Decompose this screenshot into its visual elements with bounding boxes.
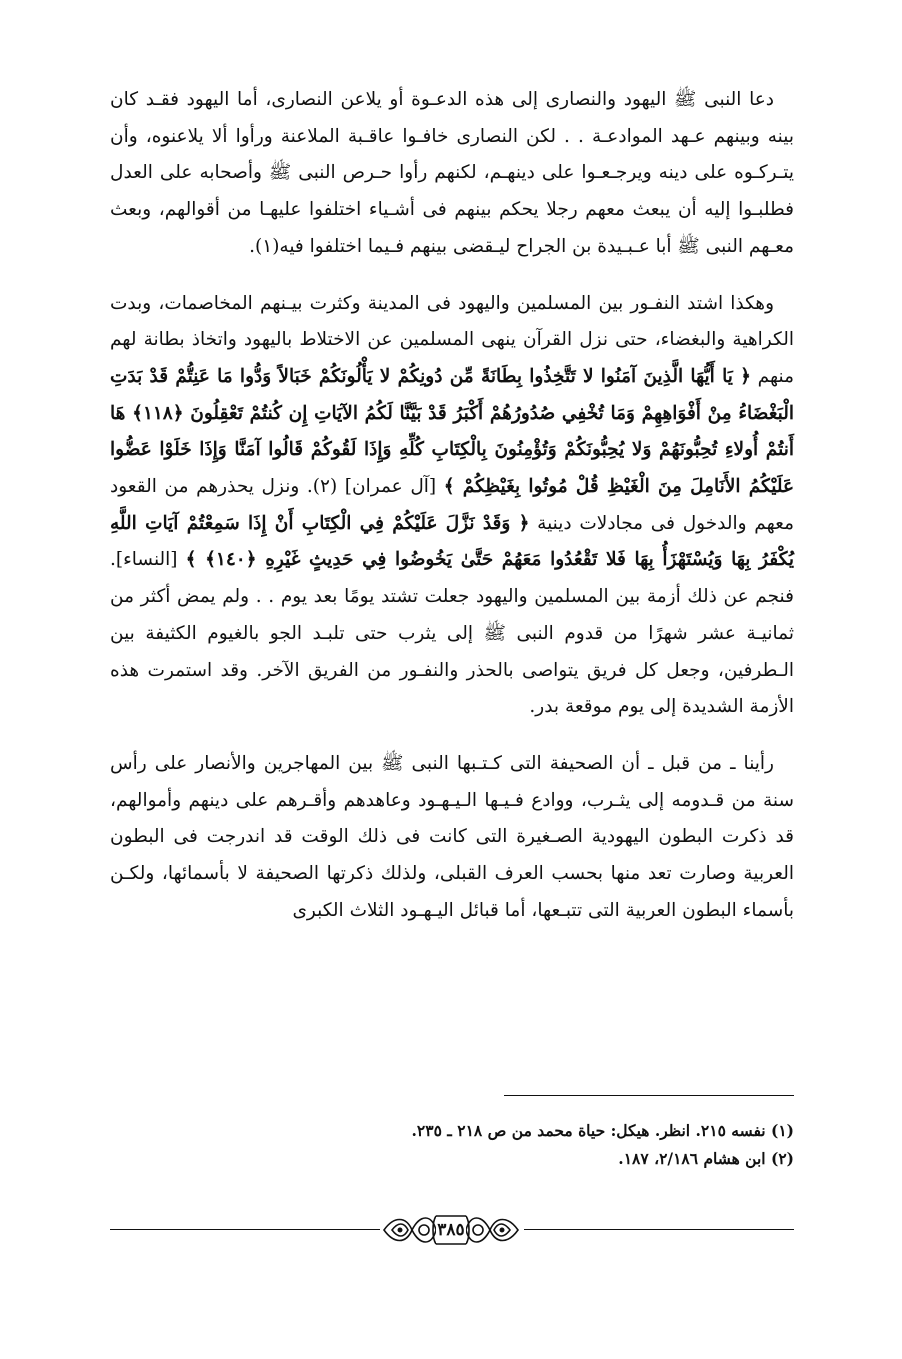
paragraph-text: [النساء]. فنجم عن ذلك أزمة بين المسلمين واليهود جعلت تشتد يومًا بعد يوم . . ولم يمض أكثر من ثمانيـة عشر شهرًا من قدوم النبى ﷺ إلى يثرب حتى تلبـد الجو بالغيوم الكثيفة بين الـطرفين، وجعل كل فريق يتواصى بالحذر والنفـور من الفريق الآخر. وقد استمرت هذه الأزمة الشديدة إلى يوم موقعة بدر.: [110, 549, 794, 718]
body-text: [110, 82, 794, 949]
paragraph-text: دعا النبى ﷺ اليهود والنصارى إلى هذه الدعـوة أو يلاعن النصارى، أما اليهود فقـد كان بينه وبينهم عـهد الموادعـة . . لكن النصارى خافـوا عاقـبة الملاعنة ورأوا ألا يلاعنوه، وأن يتـركـوه على دينه ويرجـعـوا على دينهـم، لكنهم رأوا حـرص النبى ﷺ وأصحابه على العدل فطلبـوا إليه أن يبعث معهم رجلا يحكم بينهم فى أشـياء اختلفوا عليهـا من أقوالهم، وبعث معـهم النبى ﷺ أبا عـبـيدة بن الجراح ليـقضى بينهم فـيما اختلفوا فيه(١).: [110, 89, 794, 257]
footnotes: [110, 1117, 794, 1173]
footnote-1: (١) نفسه ٢١٥. انظر. هيكل: حياة محمد من ص ٢١٨ ـ ٢٣٥.: [411, 1121, 794, 1140]
quran-verse-al-imran: ﴿ يَا أَيُّهَا الَّذِينَ آمَنُوا لا تَتَّخِذُوا بِطَانَةً مِّن دُونِكُمْ لا يَأْلُونَكُمْ خَبَالاً وَدُّوا مَا عَنِتُّمْ قَدْ بَدَتِ الْبَغْضَاءُ مِنْ أَفْوَاهِهِمْ وَمَا تُخْفِي صُدُورُهُمْ أَكْبَرُ قَدْ بَيَّنَّا لَكُمُ الآيَاتِ إِن كُنتُمْ تَعْقِلُونَ ﴿١١٨﴾ هَا أَنتُمْ أُولاءِ تُحِبُّونَهُمْ وَلا يُحِبُّونَكُمْ وَتُؤْمِنُونَ بِالْكِتَابِ كُلِّهِ وَإِذَا لَقُوكُمْ قَالُوا آمَنَّا وَإِذَا خَلَوْا عَضُّوا عَلَيْكُمُ الأَنَامِلَ مِنَ الْغَيْظِ قُلْ مُوتُوا بِغَيْظِكُمْ ﴾: [110, 365, 794, 498]
page-footer: [110, 1208, 794, 1252]
paragraph-text: رأينا ـ من قبل ـ أن الصحيفة التى كـتـبها النبى ﷺ بين المهاجرين والأنصار على رأس سنة من قـدومه إلى يثـرب، ووادع فـيـها الـيـهـود وعاهدهم وأقـرهم على دينهم وأموالهم، قد ذكرت البطون اليهودية الصـغيرة التى كانت فى ذلك الوقت قد اندرجت فى البطون العربية وصارت تعد منها بحسب العرف القبلى، ولذلك ذكرتها الصحيفة لا بأسمائها، ولكـن بأسماء البطون العربية التى تتبـعها، أما قبائل اليـهـود الثلاث الكبرى: [110, 752, 794, 921]
page-number: ٣٨٥: [436, 1217, 466, 1243]
paragraph-3: [110, 746, 794, 930]
footnote-2: (٢) ابن هشام ٢/١٨٦، ١٨٧.: [618, 1149, 794, 1168]
footer-rule-left: [110, 1229, 380, 1230]
paragraph-1: [110, 82, 794, 266]
footer-rule-right: [524, 1229, 794, 1230]
footnote-divider: [504, 1095, 794, 1096]
paragraph-2: [110, 286, 794, 726]
paragraph-text: وهكذا اشتد النفـور بين المسلمين واليهود فى المدينة وكثرت بيـنهم المخاصمات، وبدت الكراهية والبغضاء، حتى نزل القرآن ينهى المسلمين عن الاختلاط باليهود واتخاذ بطانة لهم منهم: [110, 292, 794, 387]
quran-verse-an-nisa: ﴿ وَقَدْ نَزَّلَ عَلَيْكُمْ فِي الْكِتَابِ أَنْ إِذَا سَمِعْتُمْ آيَاتِ اللَّهِ يُكْفَرُ بِهَا وَيُسْتَهْزَأُ بِهَا فَلا تَقْعُدُوا مَعَهُمْ حَتَّىٰ يَخُوضُوا فِي حَدِيثٍ غَيْرِهِ ﴿١٤٠﴾ ﴾: [110, 512, 794, 571]
paragraph-text: [آل عمران] (٢). ونزل يحذرهم من القعود معهم والدخول فى مجادلات دينية: [110, 476, 794, 534]
